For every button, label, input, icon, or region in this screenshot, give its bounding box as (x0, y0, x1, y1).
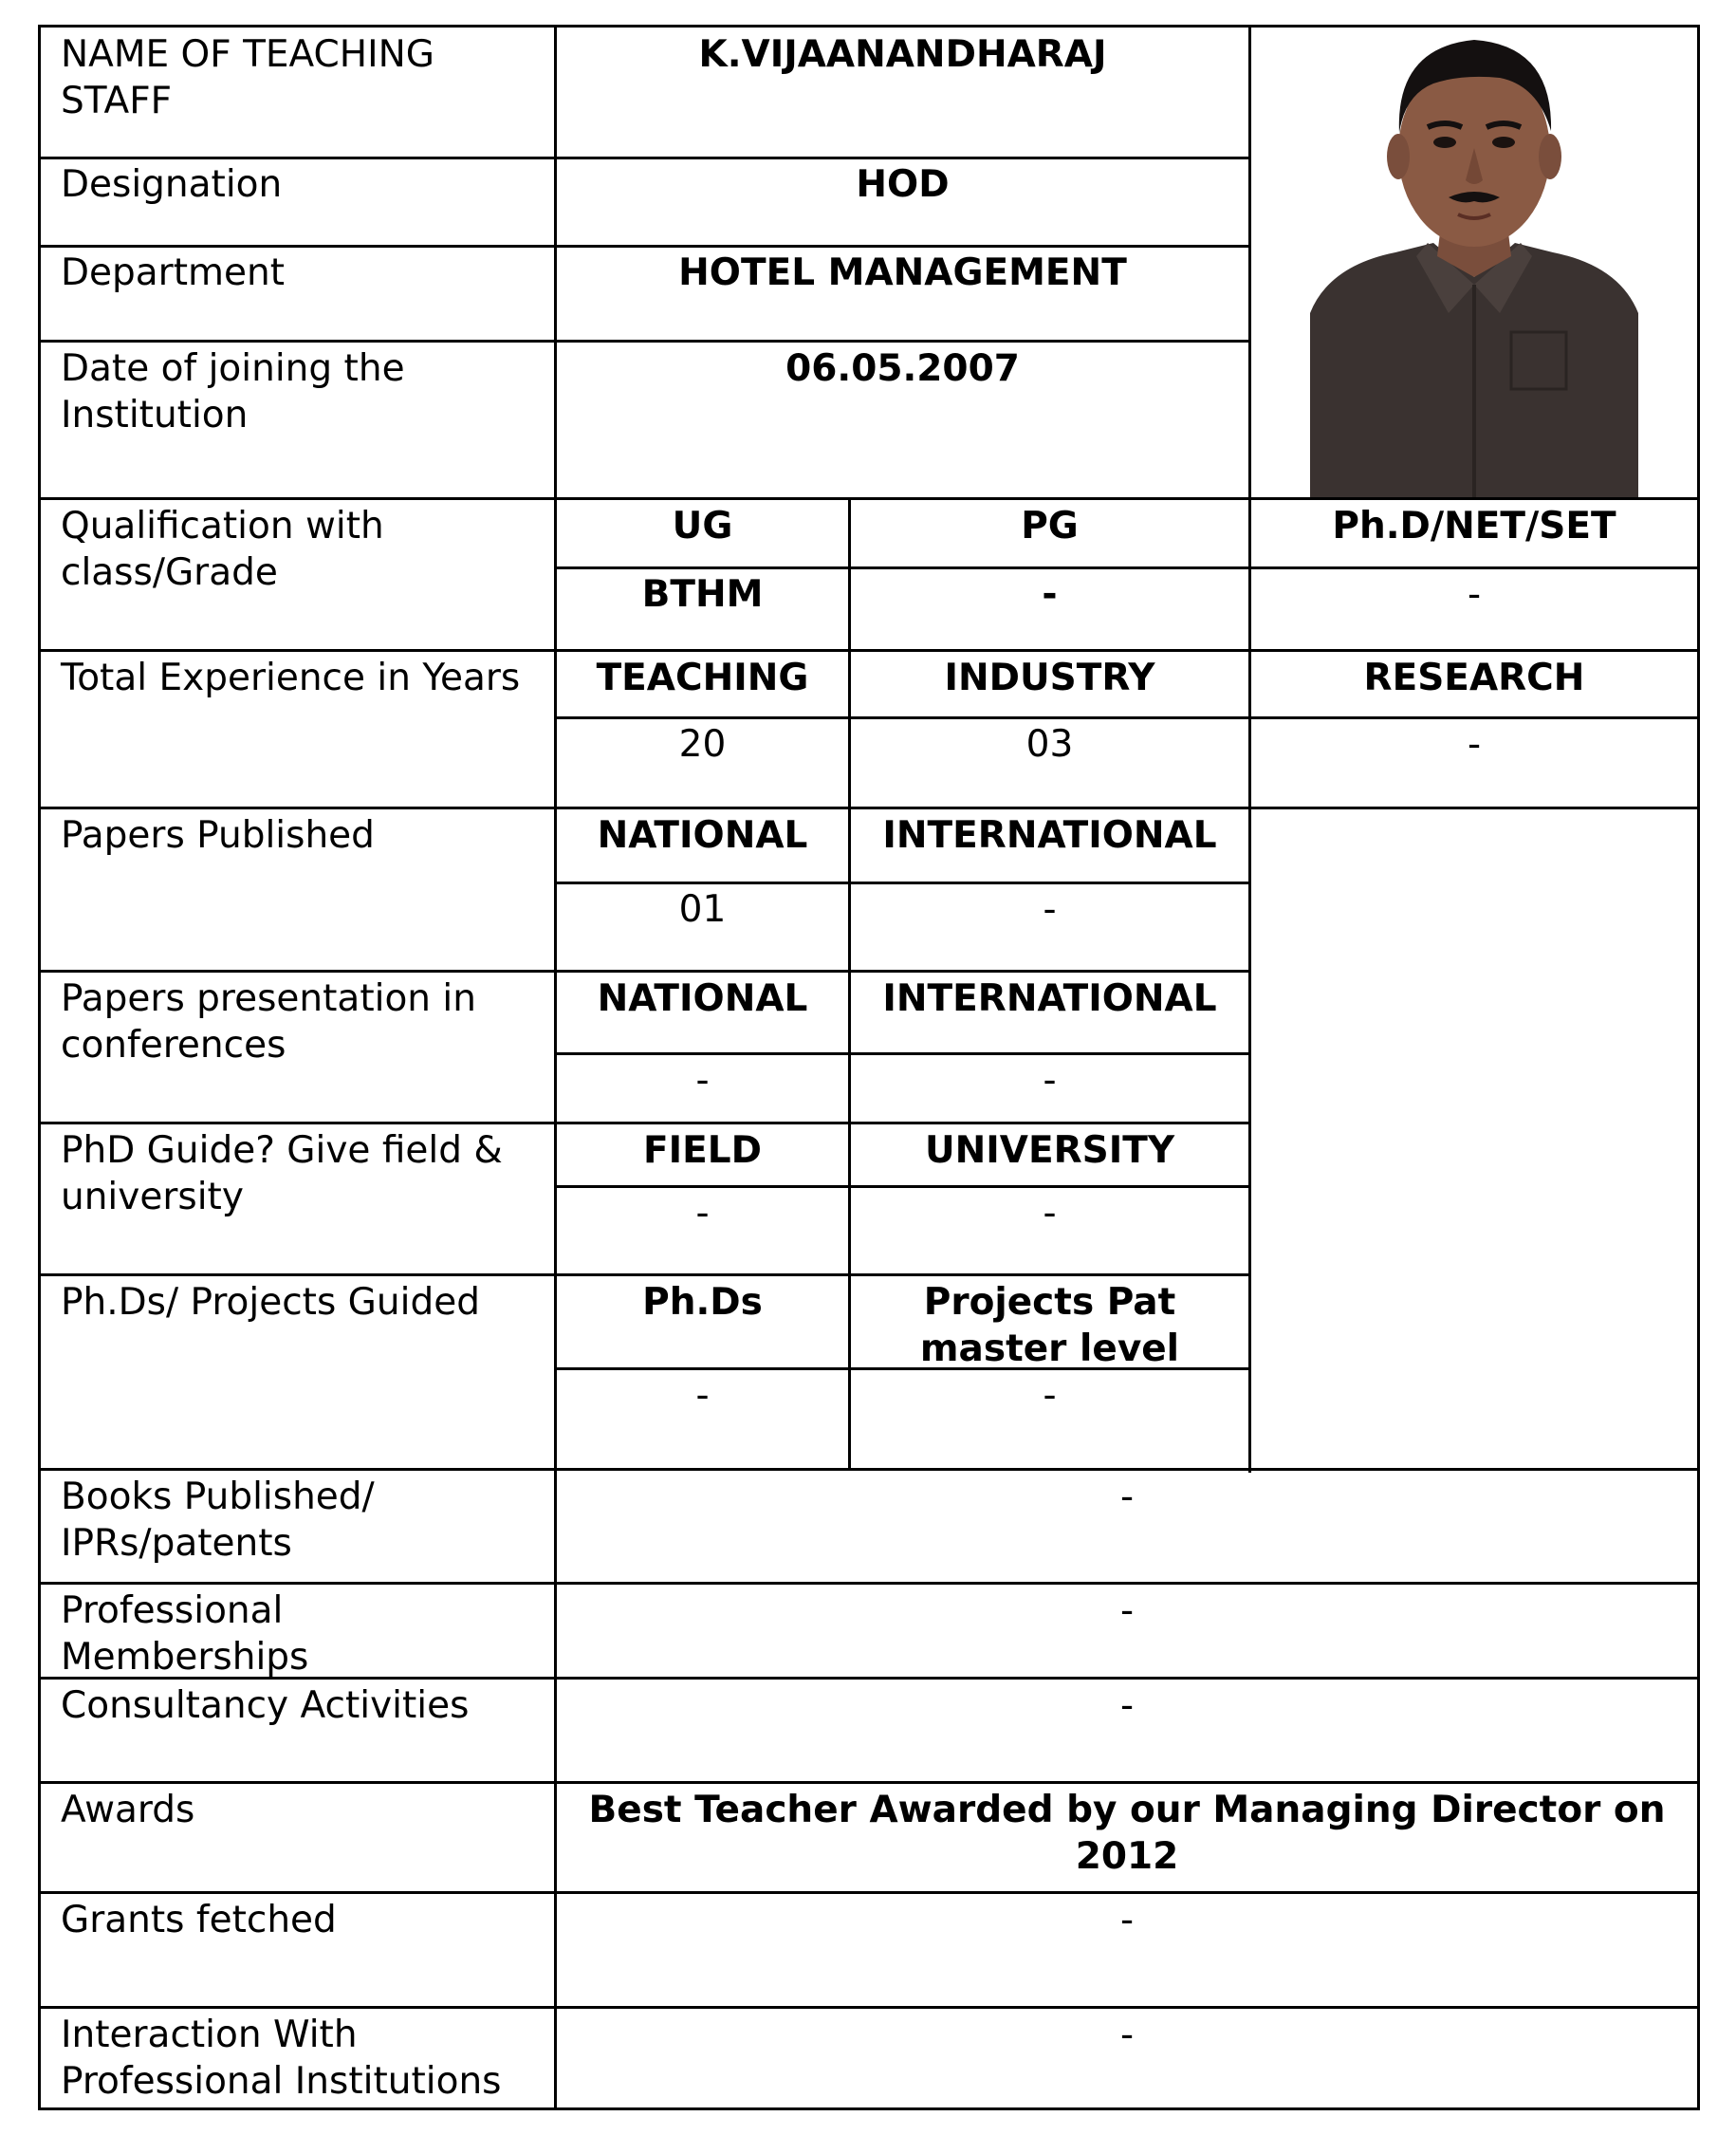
department-label: Department (61, 251, 285, 294)
published-national-value: 01 (678, 888, 727, 931)
projects-header: Projects Pat master level (919, 1281, 1180, 1370)
table-border (38, 2107, 1700, 2110)
table-border (38, 25, 41, 2110)
table-border (38, 245, 1251, 248)
grants-value: - (1119, 1899, 1135, 1941)
table-border (38, 807, 1700, 809)
phds-header: Ph.Ds (642, 1281, 763, 1324)
table-border (554, 716, 1700, 719)
table-border (38, 1273, 1251, 1276)
field-header: FIELD (642, 1129, 763, 1172)
industry-value: 03 (1025, 723, 1074, 766)
memberships-value: - (1119, 1589, 1135, 1632)
teaching-header: TEACHING (596, 657, 809, 699)
person-portrait-icon (1310, 28, 1638, 497)
field-value: - (695, 1192, 710, 1235)
table-border (38, 1891, 1700, 1894)
awards-value: Best Teacher Awarded by our Managing Director on 2012 (588, 1789, 1666, 1878)
published-international-header: INTERNATIONAL (882, 814, 1217, 857)
awards-label: Awards (61, 1789, 195, 1831)
books-label: Books Published/ IPRs/patents (61, 1476, 375, 1565)
table-border (38, 497, 1700, 500)
table-border (554, 1052, 1251, 1055)
table-border (38, 1468, 1700, 1471)
staff-photo (1310, 28, 1638, 497)
ug-value: BTHM (641, 573, 764, 616)
table-border (554, 566, 1700, 569)
table-border (38, 157, 1251, 159)
research-header: RESEARCH (1363, 657, 1585, 699)
presented-international-value: - (1043, 1059, 1057, 1102)
table-border (38, 1582, 1700, 1585)
industry-header: INDUSTRY (944, 657, 1155, 699)
university-header: UNIVERSITY (924, 1129, 1175, 1172)
interaction-value: - (1119, 2014, 1135, 2056)
table-border (38, 970, 1251, 973)
joining-date-label: Date of joining the Institution (61, 347, 405, 436)
ug-header: UG (672, 505, 733, 548)
memberships-label: Professional Memberships (61, 1589, 309, 1679)
consultancy-label: Consultancy Activities (61, 1684, 470, 1727)
department-value: HOTEL MANAGEMENT (678, 251, 1127, 294)
qualification-label: Qualification with class/Grade (61, 505, 384, 594)
phds-value: - (695, 1374, 710, 1417)
joining-date-value: 06.05.2007 (785, 347, 1020, 390)
presented-international-header: INTERNATIONAL (882, 977, 1217, 1020)
papers-presented-label: Papers presentation in conferences (61, 977, 476, 1067)
teaching-value: 20 (678, 723, 727, 766)
table-border (38, 25, 1700, 28)
table-border (38, 340, 1251, 343)
designation-label: Designation (61, 163, 283, 206)
table-border (1697, 25, 1700, 2110)
books-value: - (1119, 1476, 1135, 1518)
research-value: - (1467, 723, 1482, 766)
table-border (38, 2006, 1700, 2009)
table-border (554, 882, 1251, 884)
designation-value: HOD (856, 163, 950, 206)
phd-guide-label: PhD Guide? Give field & university (61, 1129, 503, 1218)
table-border (38, 1781, 1700, 1784)
pg-header: PG (1021, 505, 1079, 548)
interaction-label: Interaction With Professional Institutions (61, 2014, 502, 2103)
presented-national-value: - (695, 1059, 710, 1102)
university-value: - (1043, 1192, 1057, 1235)
consultancy-value: - (1119, 1684, 1135, 1727)
projects-value: - (1043, 1374, 1057, 1417)
phd-value: - (1467, 573, 1482, 616)
papers-published-label: Papers Published (61, 814, 375, 857)
pg-value: - (1042, 573, 1058, 616)
experience-label: Total Experience in Years (61, 657, 521, 699)
published-international-value: - (1043, 888, 1057, 931)
table-border (38, 1122, 1251, 1124)
phd-header: Ph.D/NET/SET (1332, 505, 1616, 548)
published-national-header: NATIONAL (597, 814, 808, 857)
presented-national-header: NATIONAL (597, 977, 808, 1020)
guided-label: Ph.Ds/ Projects Guided (61, 1281, 480, 1324)
grants-label: Grants fetched (61, 1899, 337, 1941)
staff-name: K.VIJAANANDHARAJ (698, 33, 1107, 76)
table-border (38, 649, 1700, 652)
table-border (554, 1185, 1251, 1188)
name-label: NAME OF TEACHING STAFF (61, 33, 434, 122)
